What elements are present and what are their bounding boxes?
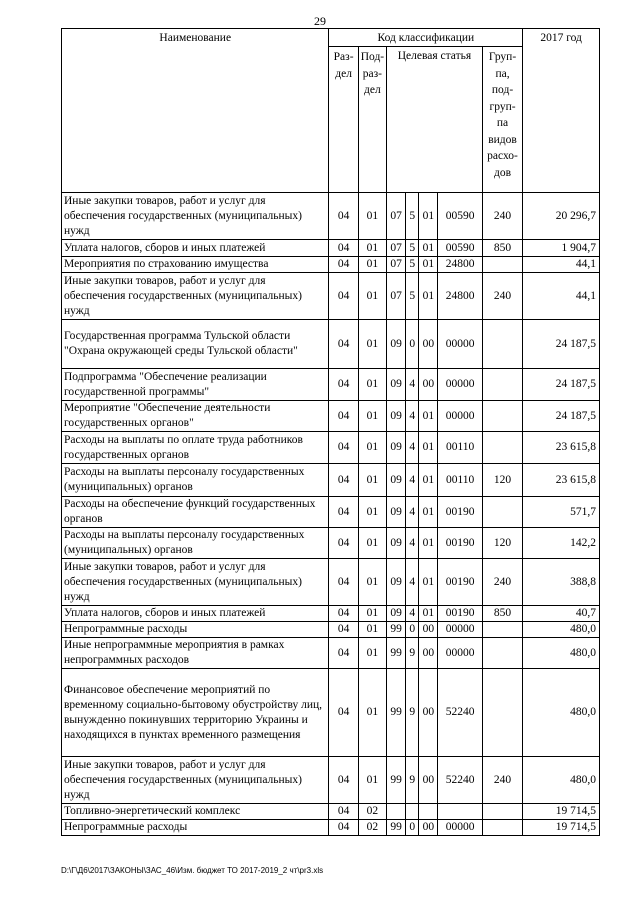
- code-podrazdel: 01: [358, 559, 386, 606]
- code-subprogram: 4: [406, 369, 419, 401]
- code-direction: 52240: [438, 757, 482, 804]
- code-subprogram: 4: [406, 497, 419, 528]
- row-name: Иные непрограммные мероприятия в рамках непрограммных расходов: [62, 638, 329, 669]
- code-subprogram: 9: [406, 669, 419, 757]
- code-event: 00: [419, 669, 438, 757]
- row-amount: 19 714,5: [523, 820, 600, 836]
- code-event: 01: [419, 401, 438, 432]
- code-event: 01: [419, 528, 438, 559]
- code-subprogram: 9: [406, 757, 419, 804]
- code-expense-type: 850: [482, 606, 522, 622]
- code-razdel: 04: [329, 273, 358, 320]
- code-razdel: 04: [329, 240, 358, 257]
- header-classification: Код классификации: [329, 29, 523, 47]
- code-subprogram: 5: [406, 257, 419, 273]
- table-body: [62, 29, 600, 836]
- code-program: 09: [386, 432, 405, 464]
- code-expense-type: [482, 257, 522, 273]
- code-expense-type: [482, 401, 522, 432]
- code-program: 09: [386, 369, 405, 401]
- code-program: 09: [386, 401, 405, 432]
- code-program: 99: [386, 638, 405, 669]
- row-name: Расходы на обеспечение функций государственных органов: [62, 497, 329, 528]
- code-razdel: 04: [329, 804, 358, 820]
- code-direction: 00000: [438, 622, 482, 638]
- code-program: [386, 804, 405, 820]
- row-name: Непрограммные расходы: [62, 820, 329, 836]
- row-amount: 44,1: [523, 257, 600, 273]
- row-amount: 24 187,5: [523, 401, 600, 432]
- code-razdel: 04: [329, 432, 358, 464]
- code-razdel: 04: [329, 820, 358, 836]
- table-row: [62, 240, 600, 257]
- code-expense-type: [482, 369, 522, 401]
- code-razdel: 04: [329, 369, 358, 401]
- row-amount: 480,0: [523, 669, 600, 757]
- row-amount: 40,7: [523, 606, 600, 622]
- code-subprogram: 4: [406, 606, 419, 622]
- row-name: Мероприятие "Обеспечение деятельности государственных органов": [62, 401, 329, 432]
- code-subprogram: 5: [406, 240, 419, 257]
- code-event: 01: [419, 497, 438, 528]
- row-name: Непрограммные расходы: [62, 622, 329, 638]
- code-subprogram: 4: [406, 528, 419, 559]
- row-amount: 571,7: [523, 497, 600, 528]
- table-row: [62, 559, 600, 606]
- code-direction: 00110: [438, 464, 482, 497]
- code-expense-type: 120: [482, 528, 522, 559]
- row-amount: 44,1: [523, 273, 600, 320]
- code-event: 01: [419, 432, 438, 464]
- code-podrazdel: 01: [358, 273, 386, 320]
- code-razdel: 04: [329, 757, 358, 804]
- code-podrazdel: 01: [358, 464, 386, 497]
- code-razdel: 04: [329, 320, 358, 369]
- table-row: [62, 528, 600, 559]
- code-event: 01: [419, 606, 438, 622]
- code-event: 00: [419, 369, 438, 401]
- header-podrazdel: Под- раз- дел: [358, 47, 386, 193]
- row-name: Иные закупки товаров, работ и услуг для обеспечения государственных (муниципальных) нужд: [62, 273, 329, 320]
- table-row: [62, 273, 600, 320]
- code-subprogram: 4: [406, 464, 419, 497]
- header-name: Наименование: [62, 29, 329, 193]
- code-event: 01: [419, 257, 438, 273]
- header-target: Целевая статья: [386, 47, 482, 193]
- code-expense-type: 240: [482, 757, 522, 804]
- code-razdel: 04: [329, 606, 358, 622]
- row-amount: 142,2: [523, 528, 600, 559]
- code-razdel: 04: [329, 257, 358, 273]
- table-row: [62, 622, 600, 638]
- code-event: 00: [419, 320, 438, 369]
- code-podrazdel: 01: [358, 669, 386, 757]
- code-expense-type: 120: [482, 464, 522, 497]
- code-expense-type: [482, 638, 522, 669]
- table-row: [62, 432, 600, 464]
- code-direction: 00190: [438, 606, 482, 622]
- code-subprogram: 5: [406, 193, 419, 240]
- code-direction: 24800: [438, 273, 482, 320]
- row-name: Уплата налогов, сборов и иных платежей: [62, 606, 329, 622]
- code-event: 01: [419, 559, 438, 606]
- code-razdel: 04: [329, 559, 358, 606]
- code-event: 01: [419, 273, 438, 320]
- code-program: 99: [386, 669, 405, 757]
- code-program: 99: [386, 757, 405, 804]
- table-row: [62, 606, 600, 622]
- row-amount: 24 187,5: [523, 369, 600, 401]
- code-subprogram: 4: [406, 401, 419, 432]
- code-subprogram: 0: [406, 622, 419, 638]
- code-direction: 00190: [438, 528, 482, 559]
- row-amount: 480,0: [523, 638, 600, 669]
- row-name: Топливно-энергетический комплекс: [62, 804, 329, 820]
- table-row: [62, 193, 600, 240]
- code-program: 09: [386, 497, 405, 528]
- code-event: 00: [419, 757, 438, 804]
- row-name: Иные закупки товаров, работ и услуг для обеспечения государственных (муниципальных) нужд: [62, 757, 329, 804]
- code-subprogram: 0: [406, 820, 419, 836]
- code-subprogram: 5: [406, 273, 419, 320]
- row-name: Подпрограмма "Обеспечение реализации государственной программы": [62, 369, 329, 401]
- row-amount: 480,0: [523, 757, 600, 804]
- table-row: [62, 669, 600, 757]
- code-program: 07: [386, 273, 405, 320]
- row-name: Иные закупки товаров, работ и услуг для обеспечения государственных (муниципальных) нужд: [62, 193, 329, 240]
- code-expense-type: 850: [482, 240, 522, 257]
- row-amount: 388,8: [523, 559, 600, 606]
- code-program: 09: [386, 606, 405, 622]
- code-subprogram: [406, 804, 419, 820]
- footer-file-path: D:\Г\Д6\2017\ЗАКОНЫ\ЗАС_46\Изм. бюджет ТО 2017-2019_2 чт\pr3.xls: [61, 866, 324, 875]
- code-program: 99: [386, 820, 405, 836]
- header-group: Груп- па, под- груп- па видов расхо- дов: [482, 47, 522, 193]
- row-amount: 24 187,5: [523, 320, 600, 369]
- code-podrazdel: 01: [358, 622, 386, 638]
- code-subprogram: 9: [406, 638, 419, 669]
- code-direction: 00000: [438, 320, 482, 369]
- code-event: 01: [419, 240, 438, 257]
- code-event: 01: [419, 464, 438, 497]
- code-podrazdel: 01: [358, 638, 386, 669]
- code-subprogram: 4: [406, 432, 419, 464]
- code-podrazdel: 01: [358, 193, 386, 240]
- code-podrazdel: 01: [358, 240, 386, 257]
- header-year: 2017 год: [523, 29, 600, 193]
- code-expense-type: 240: [482, 559, 522, 606]
- code-razdel: 04: [329, 464, 358, 497]
- header-row: [62, 29, 600, 47]
- code-event: 00: [419, 820, 438, 836]
- code-direction: 00190: [438, 559, 482, 606]
- code-expense-type: [482, 622, 522, 638]
- table-row: [62, 369, 600, 401]
- code-razdel: 04: [329, 669, 358, 757]
- code-program: 07: [386, 193, 405, 240]
- code-razdel: 04: [329, 622, 358, 638]
- code-razdel: 04: [329, 401, 358, 432]
- code-event: 01: [419, 193, 438, 240]
- row-name: Расходы на выплаты по оплате труда работников государственных органов: [62, 432, 329, 464]
- row-name: Иные закупки товаров, работ и услуг для обеспечения государственных (муниципальных) нужд: [62, 559, 329, 606]
- code-event: [419, 804, 438, 820]
- row-name: Расходы на выплаты персоналу государственных (муниципальных) органов: [62, 528, 329, 559]
- code-direction: 00190: [438, 497, 482, 528]
- code-podrazdel: 01: [358, 528, 386, 559]
- code-podrazdel: 02: [358, 804, 386, 820]
- code-direction: 00000: [438, 369, 482, 401]
- code-razdel: 04: [329, 193, 358, 240]
- code-expense-type: [482, 432, 522, 464]
- table-row: [62, 464, 600, 497]
- code-direction: 00590: [438, 193, 482, 240]
- code-podrazdel: 01: [358, 257, 386, 273]
- code-program: 09: [386, 559, 405, 606]
- code-podrazdel: 02: [358, 820, 386, 836]
- code-razdel: 04: [329, 638, 358, 669]
- table-row: [62, 638, 600, 669]
- code-expense-type: [482, 820, 522, 836]
- code-direction: 24800: [438, 257, 482, 273]
- table-row: [62, 401, 600, 432]
- code-razdel: 04: [329, 497, 358, 528]
- table-row: [62, 804, 600, 820]
- code-direction: 00000: [438, 401, 482, 432]
- table-row: [62, 757, 600, 804]
- code-expense-type: [482, 804, 522, 820]
- row-amount: 20 296,7: [523, 193, 600, 240]
- code-expense-type: 240: [482, 273, 522, 320]
- code-direction: [438, 804, 482, 820]
- row-name: Финансовое обеспечение мероприятий по временному социально-бытовому обустройству лиц, вынужденно покинувших территорию Украины и находящихся в пунктах временного размещения: [62, 669, 329, 757]
- code-program: 09: [386, 464, 405, 497]
- code-event: 00: [419, 622, 438, 638]
- code-podrazdel: 01: [358, 320, 386, 369]
- code-subprogram: 0: [406, 320, 419, 369]
- code-expense-type: [482, 497, 522, 528]
- code-direction: 00000: [438, 820, 482, 836]
- row-amount: 480,0: [523, 622, 600, 638]
- code-expense-type: [482, 320, 522, 369]
- row-amount: 23 615,8: [523, 464, 600, 497]
- table-row: [62, 320, 600, 369]
- code-podrazdel: 01: [358, 606, 386, 622]
- code-podrazdel: 01: [358, 757, 386, 804]
- code-razdel: 04: [329, 528, 358, 559]
- page-number: 29: [314, 14, 326, 28]
- code-expense-type: [482, 669, 522, 757]
- table-row: [62, 820, 600, 836]
- row-name: Мероприятия по страхованию имущества: [62, 257, 329, 273]
- row-name: Расходы на выплаты персоналу государственных (муниципальных) органов: [62, 464, 329, 497]
- code-direction: 52240: [438, 669, 482, 757]
- code-podrazdel: 01: [358, 497, 386, 528]
- code-direction: 00590: [438, 240, 482, 257]
- row-amount: 1 904,7: [523, 240, 600, 257]
- code-podrazdel: 01: [358, 432, 386, 464]
- row-name: Уплата налогов, сборов и иных платежей: [62, 240, 329, 257]
- code-program: 09: [386, 528, 405, 559]
- code-subprogram: 4: [406, 559, 419, 606]
- code-direction: 00000: [438, 638, 482, 669]
- code-expense-type: 240: [482, 193, 522, 240]
- code-program: 99: [386, 622, 405, 638]
- code-event: 00: [419, 638, 438, 669]
- header-razdel: Раз- дел: [329, 47, 358, 193]
- row-name: Государственная программа Тульской области "Охрана окружающей среды Тульской области": [62, 320, 329, 369]
- row-amount: 23 615,8: [523, 432, 600, 464]
- table-row: [62, 257, 600, 273]
- code-program: 07: [386, 257, 405, 273]
- code-podrazdel: 01: [358, 401, 386, 432]
- table-row: [62, 497, 600, 528]
- code-program: 09: [386, 320, 405, 369]
- budget-table: [61, 28, 600, 836]
- row-amount: 19 714,5: [523, 804, 600, 820]
- code-podrazdel: 01: [358, 369, 386, 401]
- code-direction: 00110: [438, 432, 482, 464]
- code-program: 07: [386, 240, 405, 257]
